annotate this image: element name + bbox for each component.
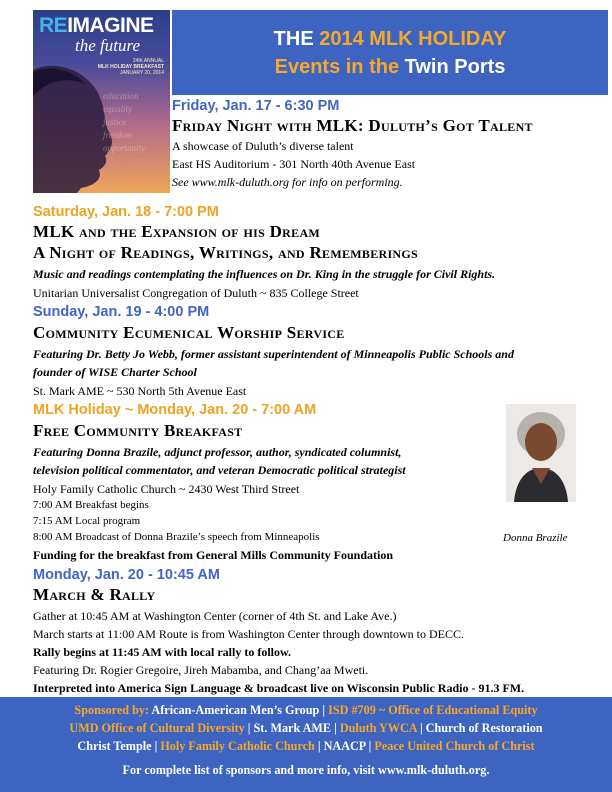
- monday-line-2: March starts at 11:00 AM Route is from Washington Center through downtown to DECC.: [33, 627, 464, 641]
- portrait-illustration: [506, 404, 576, 502]
- poster-the-future: the future: [75, 36, 140, 55]
- sunday-title: Community Ecumenical Worship Service: [33, 323, 345, 342]
- header-line-1: THE 2014 MLK HOLIDAY: [273, 27, 507, 50]
- photo-caption: Donna Brazile: [503, 532, 568, 544]
- friday-title: Friday Night with MLK: Duluth’s Got Talent: [172, 116, 533, 135]
- holiday-description-1: Featuring Donna Brazile, adjunct professor, author, syndicated columnist,: [33, 445, 402, 459]
- poster-reimagine-heading: REIMAGINE: [39, 14, 154, 37]
- sunday-date: Sunday, Jan. 19 - 4:00 PM: [33, 304, 210, 320]
- monday-line-5: Interpreted into America Sign Language & broadcast live on Wisconsin Public Radio - 91.3 FM.: [33, 681, 525, 695]
- saturday-date: Saturday, Jan. 18 - 7:00 PM: [33, 204, 219, 220]
- holiday-schedule-3: 8:00 AM Broadcast of Donna Brazile’s speech from Minneapolis: [33, 531, 320, 543]
- sponsors-line-1: Sponsored by: African-American Men’s Group | ISD #709 ~ Office of Educational Equity: [74, 703, 538, 717]
- sunday-description-2: founder of WISE Charter School: [33, 365, 197, 379]
- holiday-schedule-1: 7:00 AM Breakfast begins: [33, 499, 149, 511]
- holiday-location: Holy Family Catholic Church ~ 2430 West Third Street: [33, 482, 300, 496]
- saturday-description: Music and readings contemplating the influences on Dr. King in the struggle for Civil Rights.: [33, 267, 496, 281]
- friday-date: Friday, Jan. 17 - 6:30 PM: [172, 98, 340, 114]
- holiday-funding: Funding for the breakfast from General Mills Community Foundation: [33, 548, 394, 562]
- donna-brazile-photo: [506, 404, 576, 502]
- holiday-date: MLK Holiday ~ Monday, Jan. 20 - 7:00 AM: [33, 402, 317, 418]
- header-line-2: Events in the Twin Ports: [274, 55, 506, 78]
- event-poster-image: [33, 10, 170, 193]
- sunday-description-1: Featuring Dr. Betty Jo Webb, former assistant superintendent of Minneapolis Public Schools and: [33, 347, 514, 361]
- sponsors-footer: [0, 697, 612, 792]
- saturday-location: Unitarian Universalist Congregation of Duluth ~ 835 College Street: [33, 286, 359, 300]
- holiday-schedule-2: 7:15 AM Local program: [33, 515, 141, 527]
- header-banner: [172, 10, 608, 95]
- monday-line-4: Featuring Dr. Rogier Gregoire, Jireh Mabamba, and Chang’aa Mweti.: [33, 663, 369, 677]
- friday-description: A showcase of Duluth’s diverse talent: [172, 139, 354, 153]
- sunday-location: St. Mark AME ~ 530 North 5th Avenue East: [33, 384, 247, 398]
- monday-title: March & Rally: [33, 585, 156, 604]
- sponsors-line-3: Christ Temple | Holy Family Catholic Church | NAACP | Peace United Church of Christ: [77, 739, 535, 753]
- monday-line-1: Gather at 10:45 AM at Washington Center (corner of 4th St. and Lake Ave.): [33, 609, 397, 623]
- holiday-description-2: television political commentator, and veteran Democratic political strategist: [33, 463, 406, 477]
- monday-date: Monday, Jan. 20 - 10:45 AM: [33, 567, 220, 583]
- sponsors-info-line: For complete list of sponsors and more info, visit www.mlk-duluth.org.: [122, 763, 490, 777]
- friday-note: See www.mlk-duluth.org for info on performing.: [172, 175, 403, 189]
- monday-line-3: Rally begins at 11:45 AM with local rally to follow.: [33, 645, 291, 659]
- saturday-title-2: A Night of Readings, Writings, and Rememberings: [33, 243, 419, 262]
- poster-annual-text: 24th ANNUAL MLK HOLIDAY BREAKFAST JANUARY 20, 2014: [97, 58, 164, 76]
- friday-location: East HS Auditorium - 301 North 40th Avenue East: [172, 157, 416, 171]
- holiday-title: Free Community Breakfast: [33, 421, 243, 440]
- poster-background-words: education equality justice freedom opportunity: [103, 91, 145, 153]
- saturday-title-1: MLK and the Expansion of his Dream: [33, 222, 321, 241]
- sponsors-line-2: UMD Office of Cultural Diversity | St. Mark AME | Duluth YWCA | Church of Restoration: [69, 721, 543, 735]
